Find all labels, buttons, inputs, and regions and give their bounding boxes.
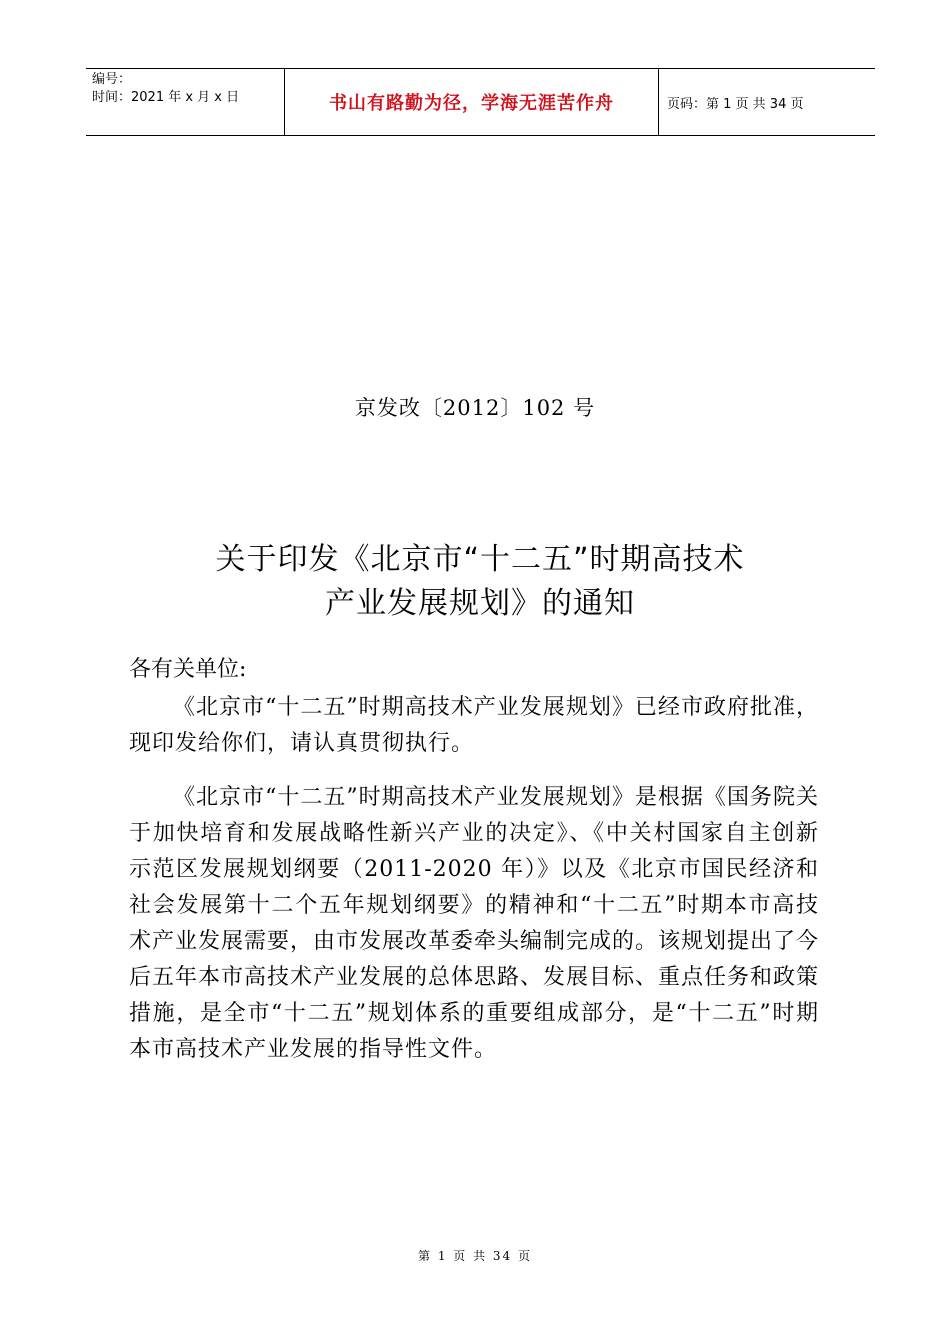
body-paragraph-1: 《北京市“十二五”时期高技术产业发展规划》已经市政府批准，现印发给你们，请认真贯彻执行。 <box>129 695 819 756</box>
title-line-1: 关于印发《北京市“十二五”时期高技术 <box>215 542 745 577</box>
document-title <box>120 538 840 626</box>
header-motto: 书山有路勤为径，学海无涯苦作舟 <box>285 69 659 135</box>
page-footer: 第 1 页 共 34 页 <box>418 1249 532 1263</box>
document-number: 京发改〔2012〕102 号 <box>354 396 596 420</box>
page-header <box>86 68 875 136</box>
header-number-label: 编号： <box>92 72 132 87</box>
header-date-label: 时间：2021 年 x 月 x 日 <box>92 90 240 105</box>
header-page-info: 页码：第 1 页 共 34 页 <box>667 96 804 112</box>
salutation: 各有关单位: <box>129 657 247 682</box>
body-paragraph-2: 《北京市“十二五”时期高技术产业发展规划》是根据《国务院关于加快培育和发展战略性新兴产业的决定》、《中关村国家自主创新示范区发展规划纲要（2011-2020 年）》以及《北京市国民经济和社会发展第十二个五年规划纲要》的精神和“十二五”时期本市高技术产业发展需要，由市发展改革委牵头编制完成的。该规划提出了今后五年本市高技术产业发展的总体思路、发展目标、重点任务和政策措施，是全市“十二五”规划体系的重要组成部分，是“十二五”时期本市高技术产业发展的指导性文件。 <box>129 785 820 1062</box>
title-line-2: 产业发展规划》的通知 <box>325 586 635 621</box>
header-meta <box>86 69 285 135</box>
